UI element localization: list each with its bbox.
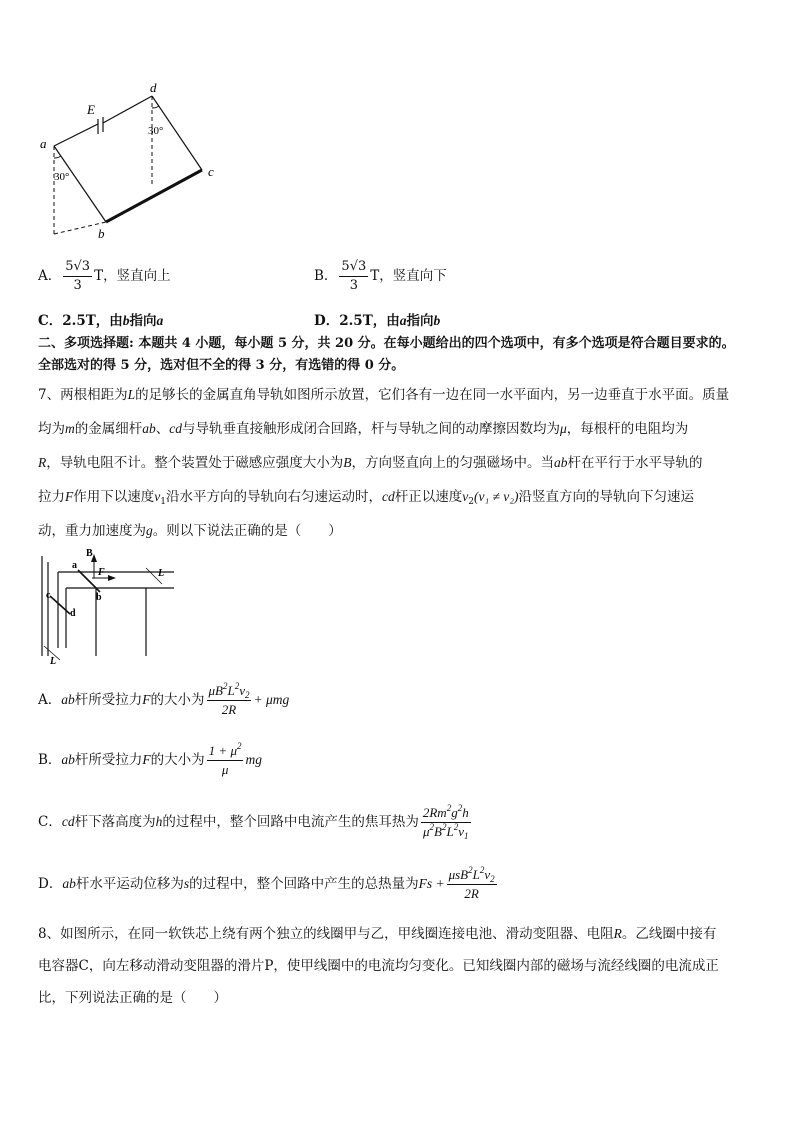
label-b: b: [96, 592, 102, 603]
label-d: d: [150, 80, 157, 95]
q7-line-2: 均为m的金属细杆ab、cd与导轨垂直接触形成闭合回路，杆与导轨之间的动摩擦因数均为μ，每根杆的电阻均为: [38, 421, 689, 437]
label-c: c: [46, 590, 51, 601]
denominator: 3: [73, 278, 82, 293]
option-text: 指向: [406, 313, 434, 329]
fraction: $\frac{\mu B^2L^2v_2}{2R}$: [208, 681, 250, 717]
option-letter: D．: [314, 313, 340, 329]
q6-option-d[interactable]: [314, 310, 440, 332]
q7-option-c[interactable]: C．cd杆下落高度为h的过程中，整个回路中电流产生的焦耳热为 $\frac{2Rm^2g^2h}{\mu^2B^2L^2v_1}$: [38, 803, 469, 841]
q7-line-3: R，导轨电阻不计。整个装置处于磁感应强度大小为B，方向竖直向上的匀强磁场中。当ab杆在平行于水平导轨的: [38, 455, 703, 471]
label-B: B: [86, 548, 93, 559]
var-b: b: [433, 313, 441, 328]
question-8-stem: [38, 918, 758, 1014]
numerator: 5√3: [339, 258, 368, 277]
option-letter: B．: [314, 268, 338, 284]
question-7-stem: [38, 378, 758, 548]
var-b: b: [122, 313, 130, 328]
fraction: $\frac{\mu sB^2L^2v_2}{2R}$: [448, 865, 495, 901]
option-text: 2.5T，由: [339, 313, 400, 329]
section-2-line-1: 二、多项选择题: 本题共 4 小题，每小题 5 分，共 20 分。在每小题给出的四个选项中，有多个选项是符合题目要求的。: [38, 336, 735, 351]
option-text: T，竖直向下: [370, 268, 447, 284]
q6-option-c[interactable]: [38, 310, 163, 332]
numerator: 5√3: [63, 258, 92, 277]
q7-option-a[interactable]: A．ab杆所受拉力F的大小为 $\frac{\mu B^2L^2v_2}{2R}$ + μmg: [38, 681, 290, 717]
var-a: a: [399, 313, 407, 328]
q6-option-b[interactable]: [314, 258, 447, 295]
option-letter: A．: [38, 268, 62, 284]
option-text: 指向: [129, 313, 157, 329]
label-angle-a: 30°: [54, 171, 70, 183]
q8-line-1: 8、如图所示，在同一软铁芯上绕有两个独立的线圈甲与乙，甲线圈连接电池、滑动变阻器、电阻R。乙线圈中接有: [38, 926, 717, 942]
label-d: d: [70, 608, 76, 619]
label-F: F: [98, 567, 105, 578]
q7-line-5: 动，重力加速度为g。则以下说法正确的是（ ）: [38, 523, 342, 539]
q6-option-a[interactable]: [38, 258, 171, 295]
denominator: 3: [349, 278, 358, 293]
label-E: E: [87, 102, 95, 117]
q7-line-1: 7、两根相距为L的足够长的金属直角导轨如图所示放置，它们各有一边在同一水平面内，另一边垂直于水平面。质量: [38, 387, 730, 403]
figure-circuit-abcd: [30, 76, 230, 246]
label-a: a: [40, 136, 47, 151]
fraction: $\frac{1 + \mu^2}{\mu}$: [208, 741, 242, 777]
label-L2: L: [50, 656, 57, 667]
section-2-line-2: 全部选对的得 5 分，选对但不全的得 3 分，有选错的得 0 分。: [38, 358, 405, 373]
q7-option-b[interactable]: B．ab杆所受拉力F的大小为 $\frac{1 + \mu^2}{\mu}$ mg: [38, 741, 262, 777]
fraction: $\frac{2Rm^2g^2h}{\mu^2B^2L^2v_1}$: [422, 803, 469, 841]
label-angle-d: 30°: [148, 125, 164, 137]
label-b: b: [98, 226, 105, 241]
figure-rails: [34, 548, 184, 668]
q8-line-2: 电容器C，向左移动滑动变阻器的滑片P，使甲线圈中的电流均匀变化。已知线圈内部的磁场与流经线圈的电流成正: [38, 958, 719, 974]
label-c: c: [208, 164, 214, 179]
option-text: 2.5T，由: [62, 313, 123, 329]
label-a: a: [72, 560, 77, 571]
var-a: a: [156, 313, 164, 328]
fraction: [63, 258, 92, 295]
q7-option-d[interactable]: D．ab杆水平运动位移为s的过程中，整个回路中产生的总热量为Fs + $\frac{\mu sB^2L^2v_2}{2R}$: [38, 865, 495, 901]
option-text: T，竖直向上: [94, 268, 171, 284]
fraction: [339, 258, 368, 295]
q7-line-4: 拉力F作用下以速度$v_1$沿水平方向的导轨向右匀速运动时，cd杆正以速度$v_2(v_1 \ne v_2)$沿竖直方向的导轨向下匀速运: [38, 489, 694, 507]
label-L1: L: [158, 568, 165, 579]
q8-line-3: 比，下列说法正确的是（ ）: [38, 990, 227, 1006]
option-letter: C．: [38, 313, 63, 329]
